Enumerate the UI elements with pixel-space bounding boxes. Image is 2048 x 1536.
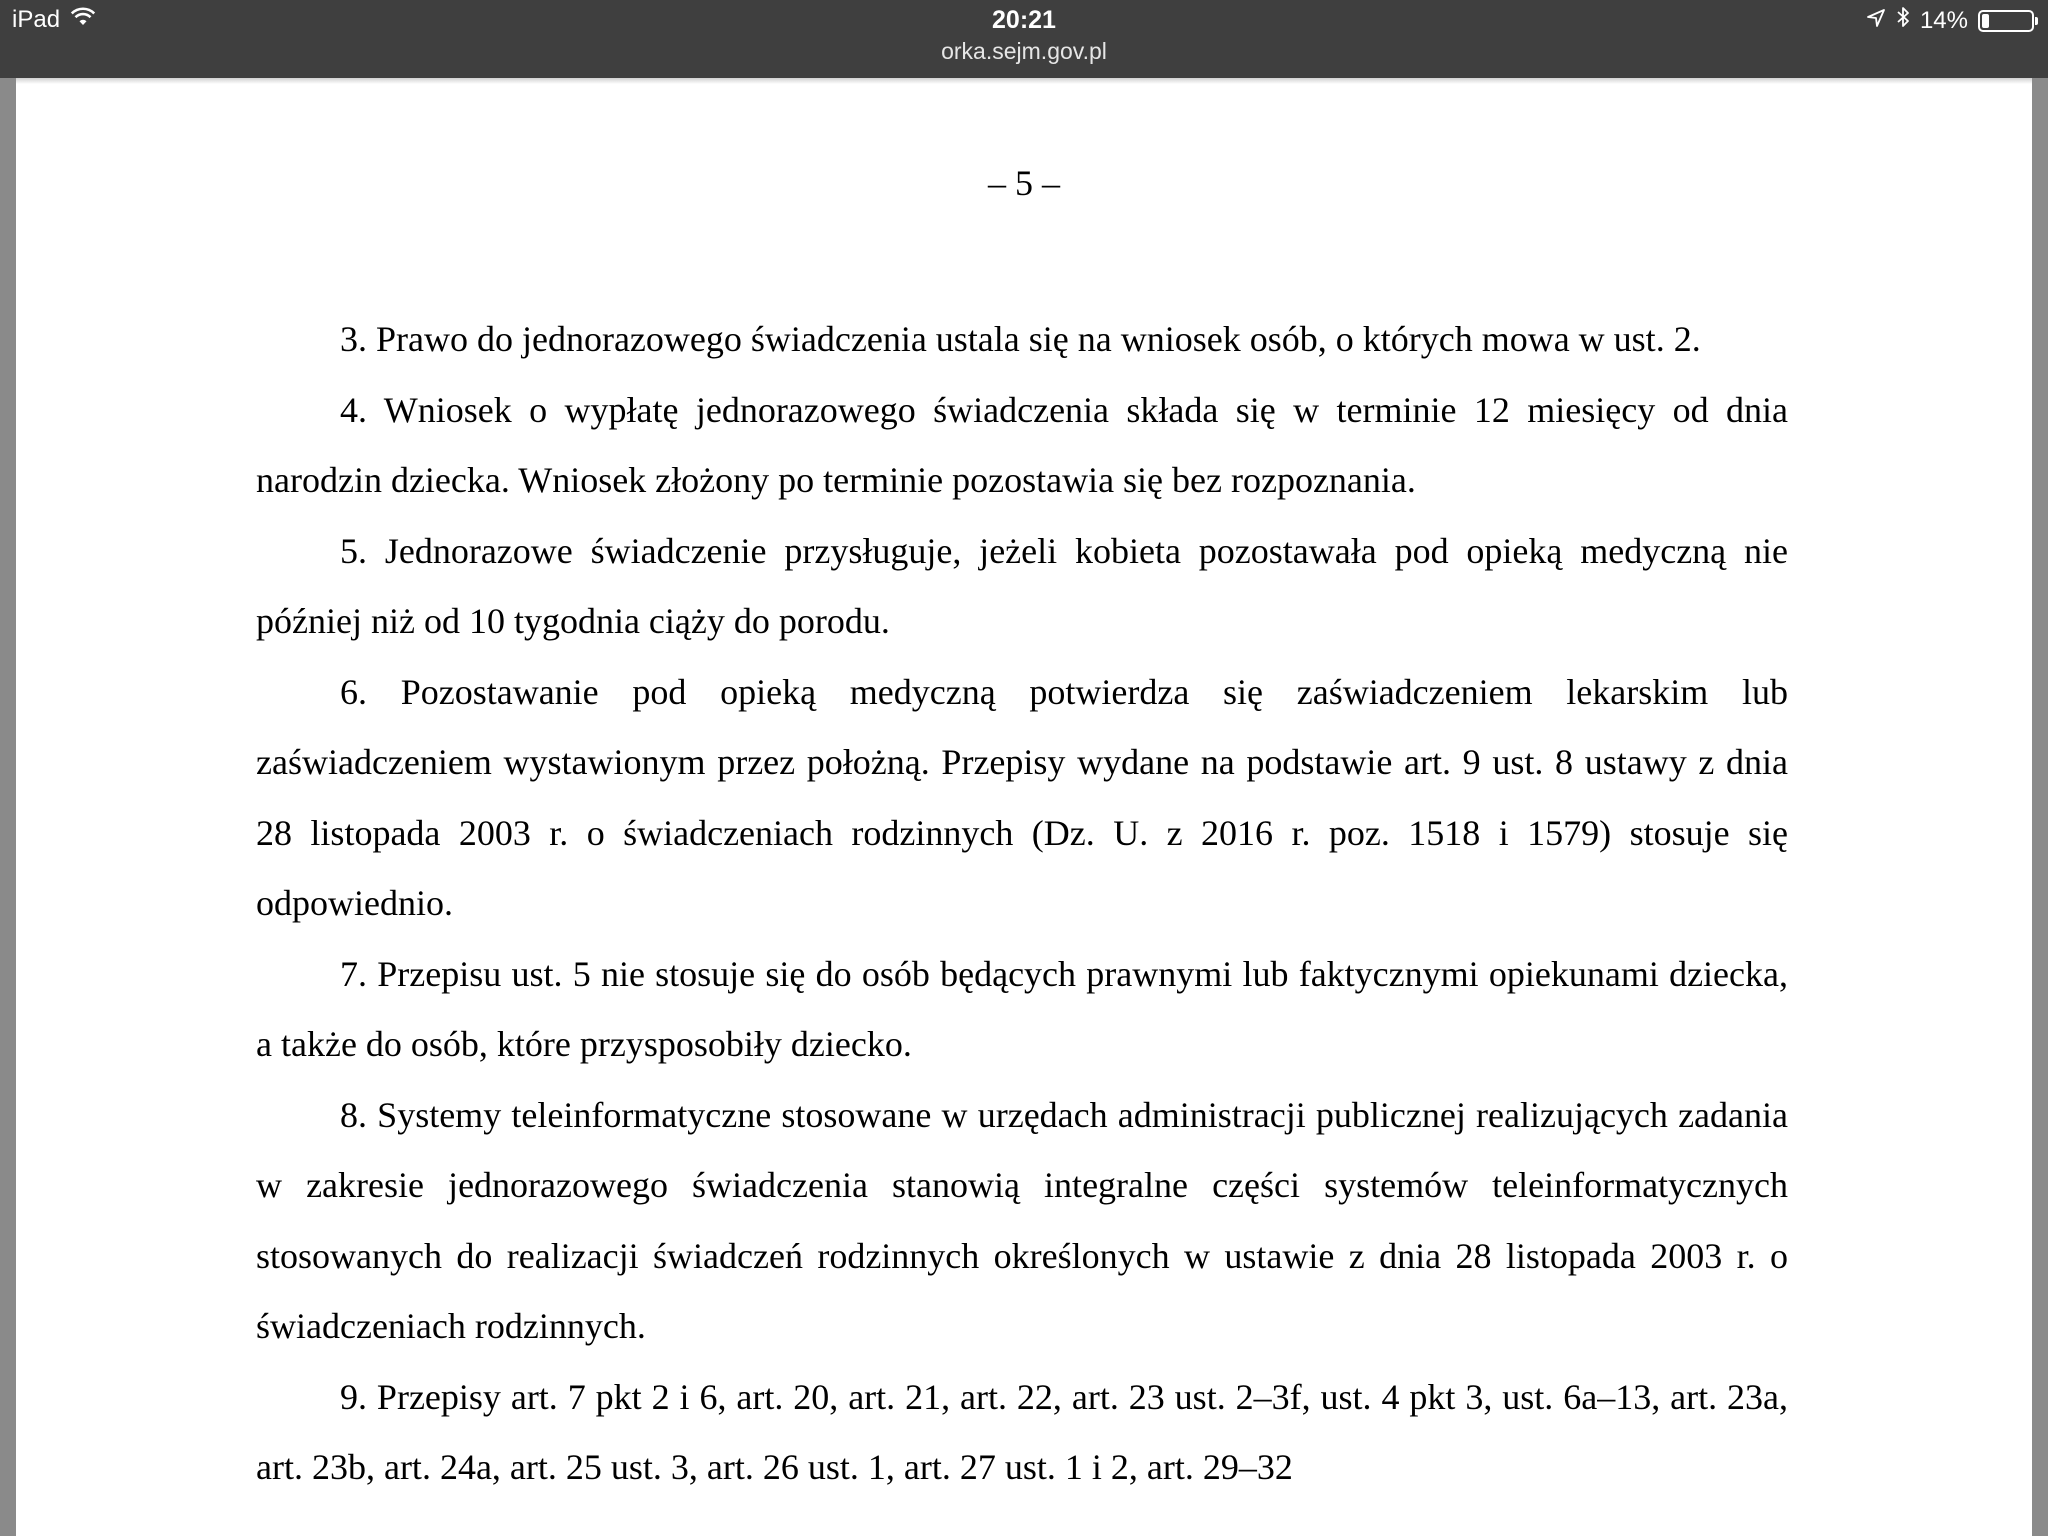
page-top-shadow xyxy=(16,78,2032,84)
document-body xyxy=(256,304,1788,1503)
document-page[interactable] xyxy=(16,78,2032,1536)
paragraph-4: 4. Wniosek o wypłatę jednorazowego świadczenia składa się w terminie 12 miesięcy od dnia narodzin dziecka. Wniosek złożony po terminie pozostawia się bez rozpoznania. xyxy=(256,389,1788,500)
paragraph-7: 7. Przepisu ust. 5 nie stosuje się do osób będących prawnymi lub faktycznymi opiekunami dziecka, a także do osób, które przysposobiły dziecko. xyxy=(256,953,1788,1064)
paragraph-8: 8. Systemy teleinformatyczne stosowane w urzędach administracji publicznej realizujących zadania w zakresie jednorazowego świadczenia stanowią integralne części systemów teleinformatycznych stosowanych do realizacji świadczeń rodzinnych określonych w ustawie z dnia 28 listopada 2003 r. o świadczeniach rodzinnych. xyxy=(256,1094,1788,1346)
paragraph-5: 5. Jednorazowe świadczenie przysługuje, jeżeli kobieta pozostawała pod opieką medyczną nie później niż od 10 tygodnia ciąży do porodu. xyxy=(256,530,1788,641)
battery-icon xyxy=(1978,10,2034,32)
status-bar xyxy=(0,0,2048,78)
location-arrow-icon xyxy=(1866,7,1886,35)
paragraph-6: 6. Pozostawanie pod opieką medyczną potwierdza się zaświadczeniem lekarskim lub zaświadczeniem wystawionym przez położną. Przepisy wydane na podstawie art. 9 ust. 8 ustawy z dnia 28 listopada 2003 r. o świadczeniach rodzinnych (Dz. U. z 2016 r. poz. 1518 i 1579) stosuje się odpowiednio. xyxy=(256,671,1788,923)
battery-percentage: 14% xyxy=(1919,6,1968,34)
address-url[interactable]: orka.sejm.gov.pl xyxy=(941,38,1107,64)
device-name: iPad xyxy=(12,6,61,33)
clock: 20:21 xyxy=(992,6,1056,34)
paragraph-9: 9. Przepisy art. 7 pkt 2 i 6, art. 20, art. 21, art. 22, art. 23 ust. 2–3f, ust. 4 pkt 3, ust. 6a–13, art. 23a, art. 23b, art. 24a, art. 25 ust. 3, art. 26 ust. 1, art. 27 ust. 1 i 2, art. 29–32 xyxy=(256,1376,1788,1487)
paragraph-3: 3. Prawo do jednorazowego świadczenia ustala się na wniosek osób, o których mowa w ust. 2. xyxy=(340,319,1701,359)
status-center xyxy=(0,4,2048,66)
page-number: – 5 – xyxy=(988,163,1060,203)
battery-level xyxy=(1982,14,1989,28)
bluetooth-icon xyxy=(1896,6,1910,35)
status-right xyxy=(1866,6,2034,35)
